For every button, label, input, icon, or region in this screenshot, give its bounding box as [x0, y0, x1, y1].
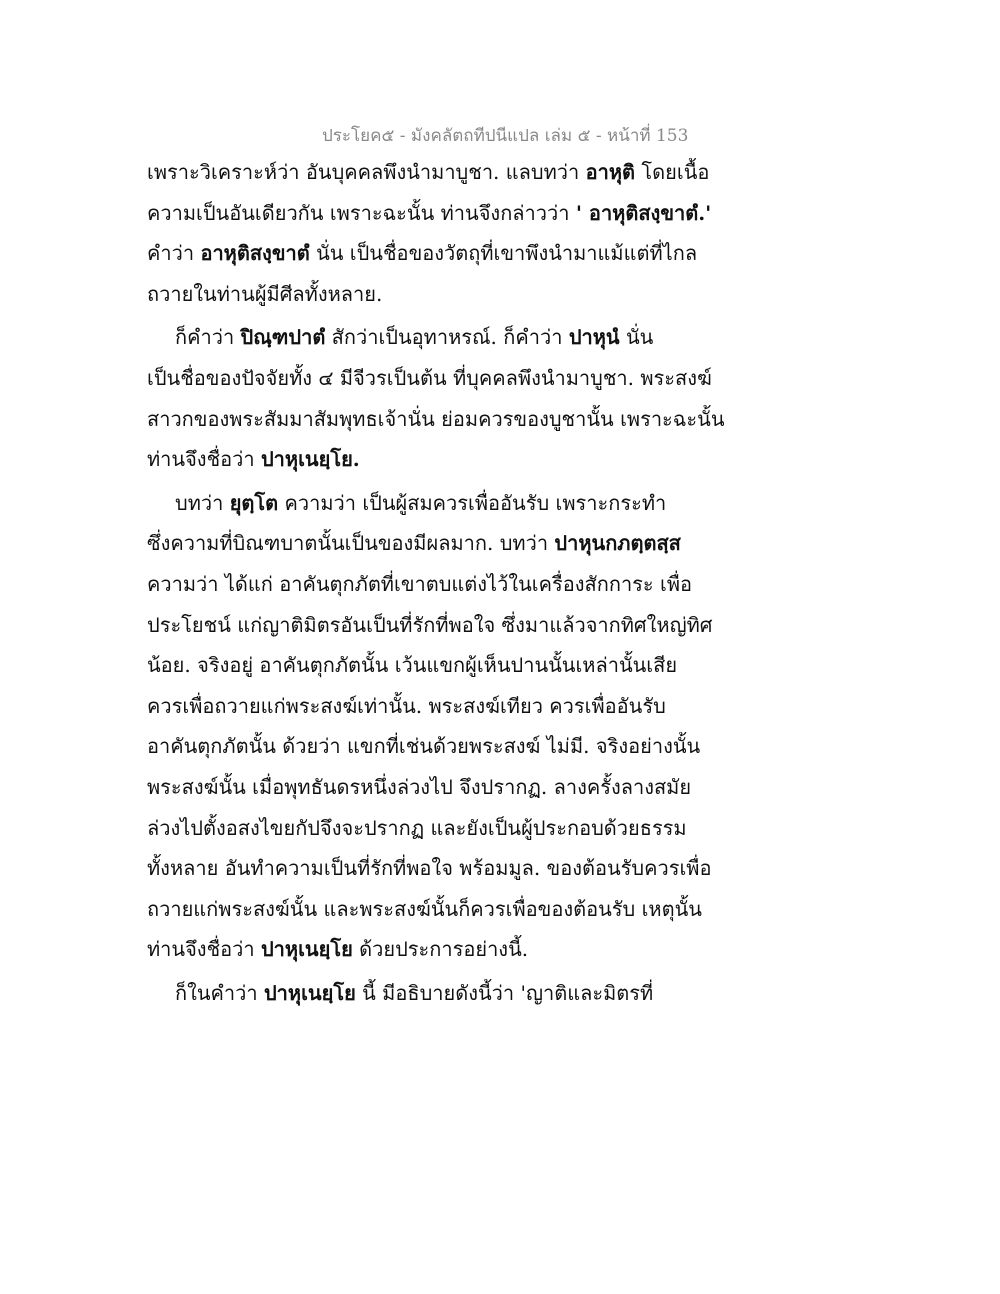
text-line [147, 483, 737, 524]
text-line [147, 193, 737, 234]
bold-term: อาหุติ [585, 160, 636, 184]
text-segment: บทว่า [175, 490, 230, 515]
text-segment: ทั้งหลาย อันทำความเป็นที่รักที่พอใจ พร้อมมูล. ของต้อนรับควรเพื่อ [147, 856, 712, 881]
text-segment: โดยเนื้อ [635, 160, 710, 184]
bold-term: อาหุติสงฺขาตํ [200, 241, 310, 266]
page-body [147, 152, 737, 1013]
bold-term: ปาหุเนยฺโย. [260, 447, 360, 472]
bold-term: ปาหุนกภตฺตสฺส [554, 531, 681, 556]
text-segment: เพราะวิเคราะห์ว่า อันบุคคลพึงนำมาบูชา. แลบทว่า [147, 160, 586, 184]
text-line [147, 358, 737, 399]
text-segment: นั่น [619, 325, 654, 350]
text-segment: ล่วงไปตั้งอสงไขยกัปจึงจะปรากฏ และยังเป็นผู้ประกอบด้วยธรรม [147, 815, 687, 840]
text-line [147, 889, 737, 930]
text-segment: น้อย. จริงอยู่ อาคันตุกภัตนั้น เว้นแขกผู้เห็นปานนั้นเหล่านั้นเสีย [147, 653, 678, 678]
text-segment: สาวกของพระสัมมาสัมพุทธเจ้านั่น ย่อมควรของบูชานั้น เพราะฉะนั้น [147, 406, 725, 431]
page-header: ประโยค๕ - มังคลัตถทีปนีแปล เล่ม ๕ - หน้าที่ 153 [322, 126, 689, 146]
text-segment: ควรเพื่อถวายแก่พระสงฆ์เท่านั้น. พระสงฆ์เทียว ควรเพื่ออันรับ [147, 693, 666, 718]
text-line [147, 152, 737, 193]
bold-term: ปาหุเนยฺโย [263, 980, 356, 1005]
text-line [147, 929, 737, 970]
text-line [147, 523, 737, 564]
bold-term: ปาหุนํ [568, 325, 620, 350]
text-line [147, 808, 737, 849]
text-line [147, 767, 737, 808]
bold-term: ปิณฺฑปาตํ [240, 325, 326, 350]
text-line [147, 605, 737, 646]
text-line [147, 233, 737, 274]
text-segment: ความว่า ได้แก่ อาคันตุกภัตที่เขาตบแต่งไว้ในเครื่องสักการะ เพื่อ [147, 571, 693, 596]
bold-term: ' อาหุติสงฺขาตํ.' [575, 200, 712, 225]
text-line [147, 439, 737, 480]
text-line [147, 726, 737, 767]
text-segment: ความว่า เป็นผู้สมควรเพื่ออันรับ เพราะกระทำ [278, 490, 667, 515]
text-segment: นี้ มีอธิบายดังนี้ว่า 'ญาติและมิตรที่ [355, 980, 654, 1005]
text-segment: ก็ในคำว่า [175, 980, 264, 1005]
text-segment: ประโยชน์ แก่ญาติมิตรอันเป็นที่รักที่พอใจ ซึ่งมาแล้วจากทิศใหญ่ทิศ [147, 612, 713, 637]
text-line [147, 274, 737, 315]
text-segment: ถวายในท่านผู้มีศีลทั้งหลาย. [147, 281, 383, 306]
text-segment: นั่น เป็นชื่อของวัตถุที่เขาพึงนำมาแม้แต่ที่ไกล [309, 241, 698, 266]
text-segment: ความเป็นอันเดียวกัน เพราะฉะนั้น ท่านจึงกล่าวว่า [147, 200, 576, 225]
text-line [147, 645, 737, 686]
text-segment: ซึ่งความที่บิณฑบาตนั้นเป็นของมีผลมาก. บทว่า [147, 531, 555, 556]
text-line [147, 399, 737, 440]
text-segment: สักว่าเป็นอุทาหรณ์. ก็คำว่า [325, 325, 569, 350]
text-segment: ท่านจึงชื่อว่า [147, 937, 261, 962]
text-segment: อาคันตุกภัตนั้น ด้วยว่า แขกที่เช่นด้วยพระสงฆ์ ไม่มี. จริงอย่างนั้น [147, 734, 701, 759]
text-line [147, 564, 737, 605]
text-segment: ก็คำว่า [175, 325, 241, 350]
text-segment: พระสงฆ์นั้น เมื่อพุทธันดรหนึ่งล่วงไป จึงปรากฏ. ลางครั้งลางสมัย [147, 774, 692, 799]
text-segment: ถวายแก่พระสงฆ์นั้น และพระสงฆ์นั้นก็ควรเพื่อของต้อนรับ เหตุนั้น [147, 896, 702, 921]
text-line [147, 686, 737, 727]
text-line [147, 973, 737, 1014]
bold-term: ยุตฺโต [229, 490, 279, 515]
text-segment: ท่านจึงชื่อว่า [147, 447, 261, 472]
text-line [147, 848, 737, 889]
text-segment: ด้วยประการอย่างนี้. [352, 937, 529, 962]
text-segment: เป็นชื่อของปัจจัยทั้ง ๔ มีจีวรเป็นต้น ที่บุคคลพึงนำมาบูชา. พระสงฆ์ [147, 365, 712, 390]
text-segment: คำว่า [147, 241, 201, 266]
text-line [147, 317, 737, 358]
bold-term: ปาหุเนยฺโย [260, 937, 353, 962]
